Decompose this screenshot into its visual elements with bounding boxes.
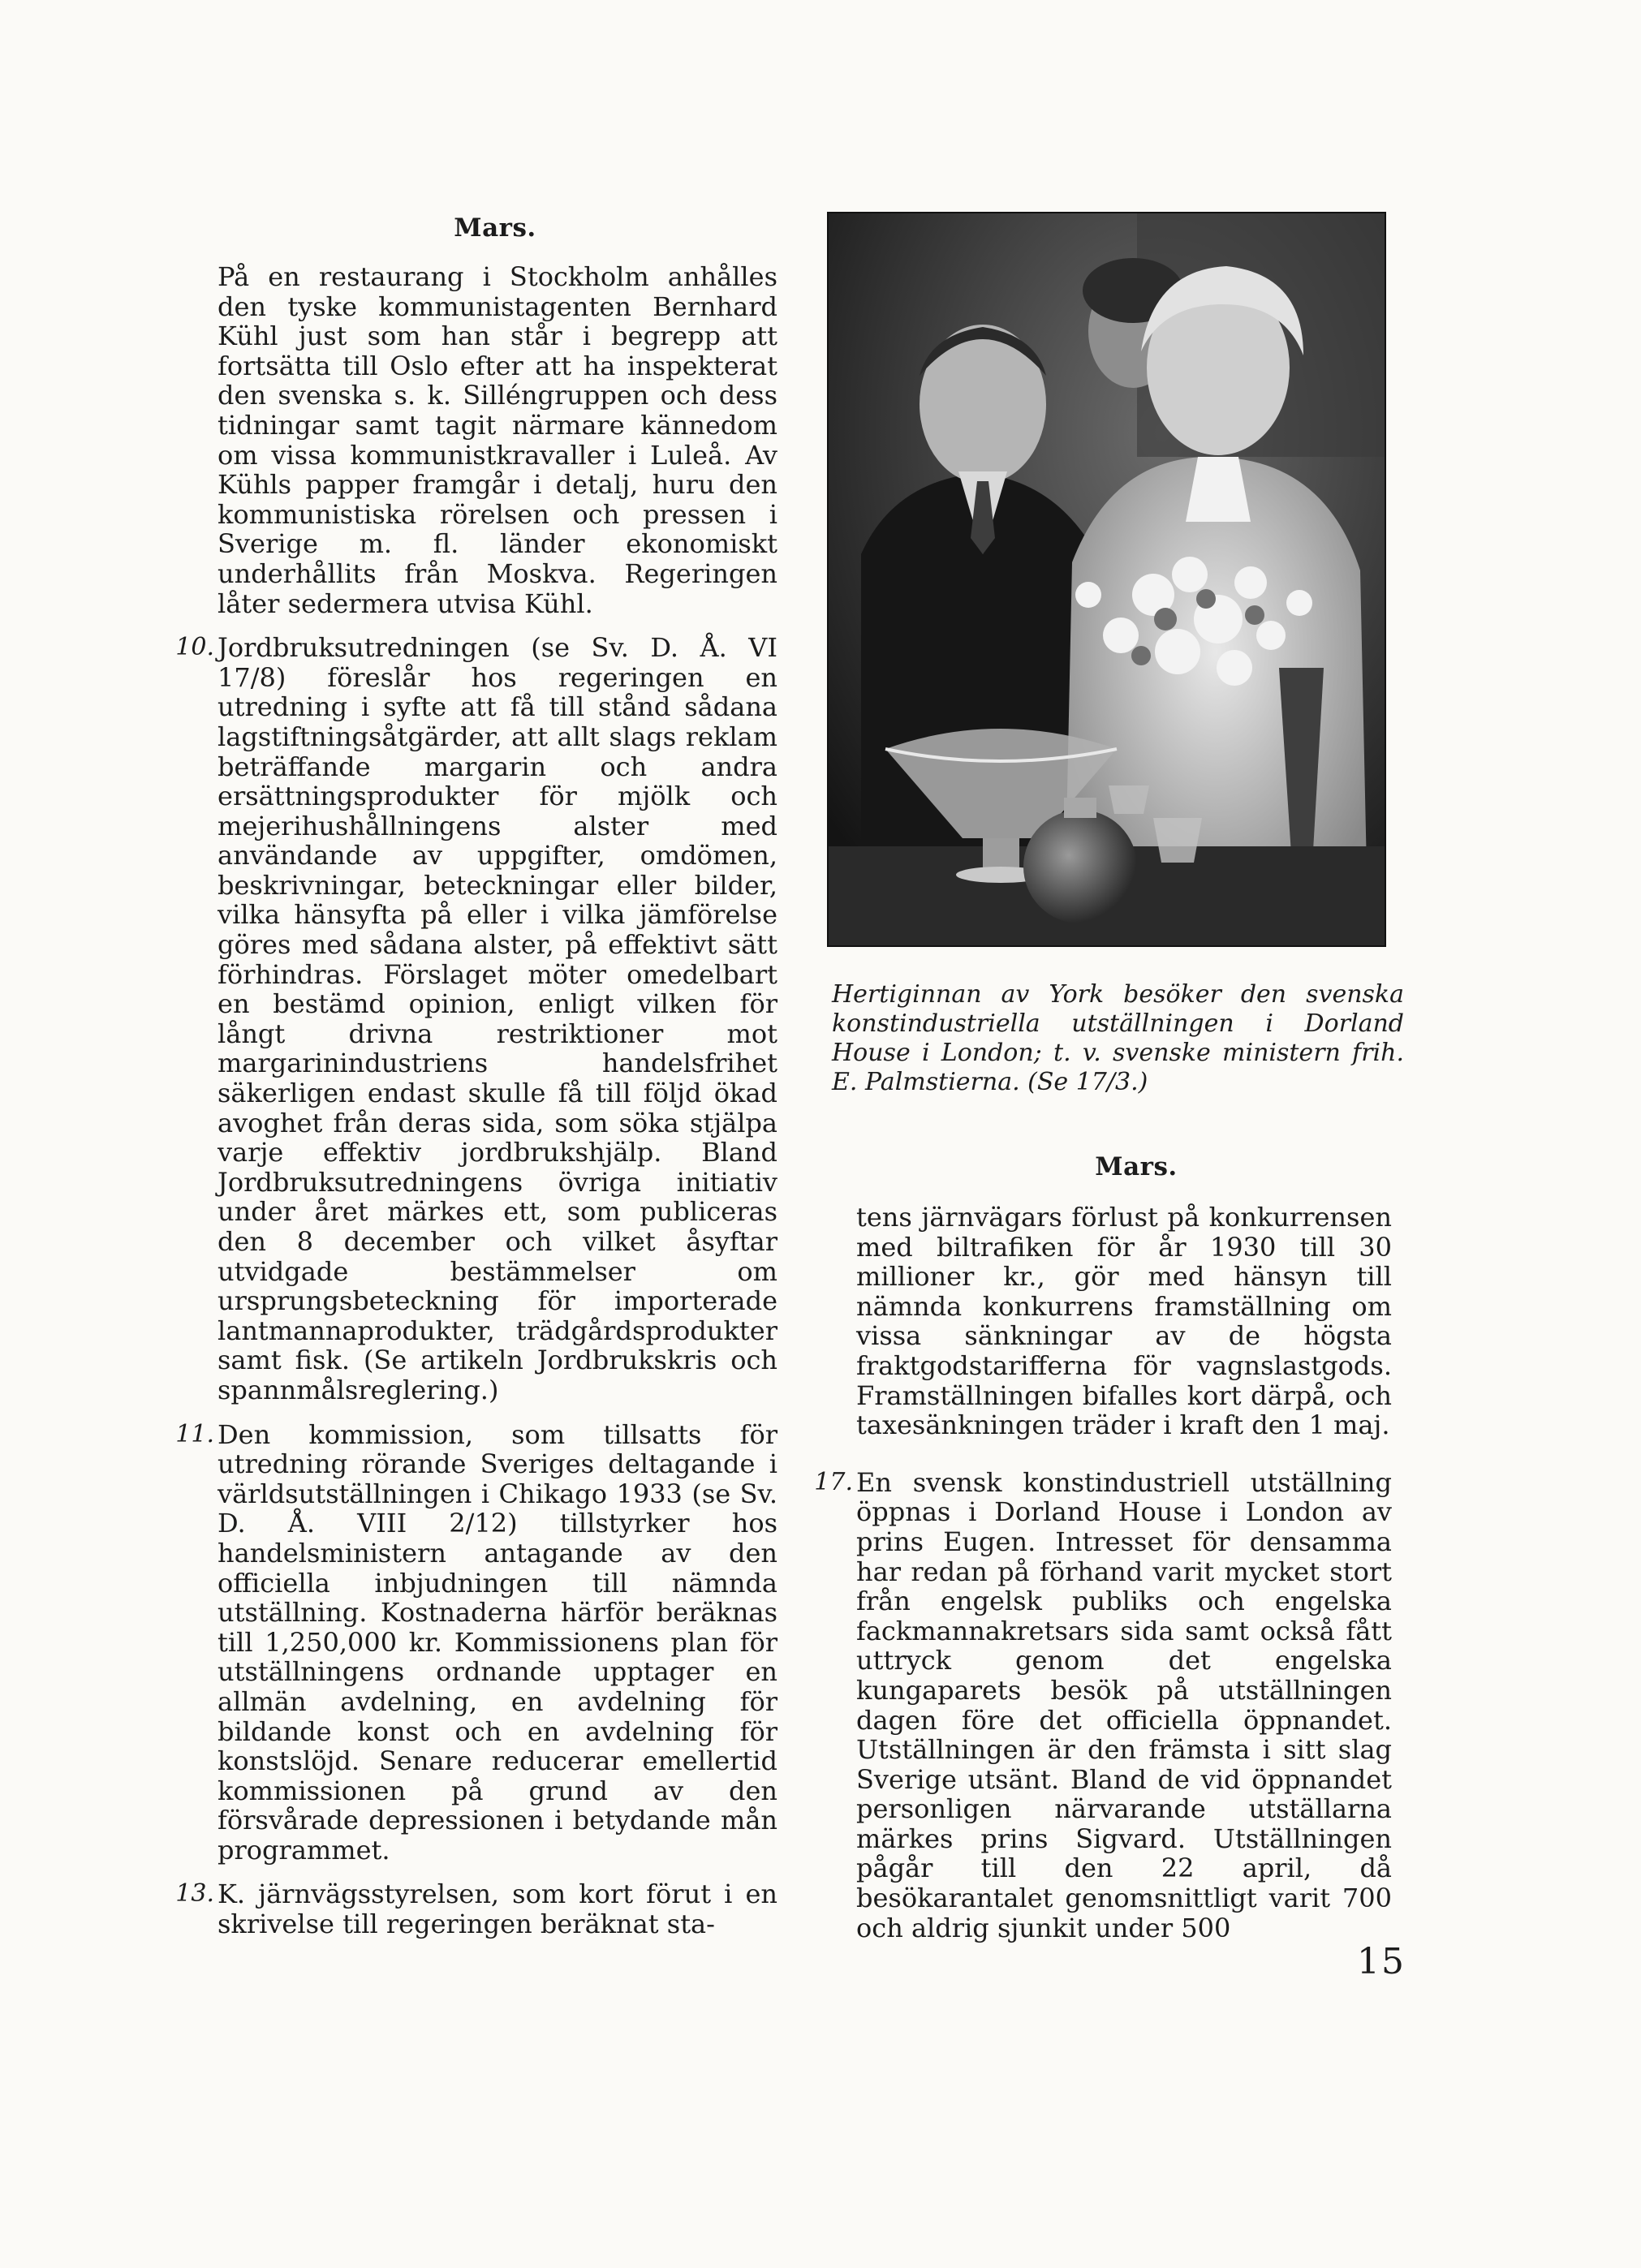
entry-text: tens järnvägars förlust på konkurrensen med biltrafiken för år 1930 till 30 millioner kr., gör med hänsyn till nämnda konkurrens framställning om vissa sänkningar av de högsta fraktgodstarifferna för vagnslastgods. Framställningen bifalles kort därpå, och taxesänkningen träder i kraft den 1 maj. xyxy=(856,1202,1392,1441)
entry xyxy=(175,632,777,1405)
entry-date: 17. xyxy=(814,1467,853,1496)
left-column-heading: Mars. xyxy=(454,213,536,243)
entry-text: K. järnvägsstyrelsen, som kort förut i en skrivelse till regeringen beräknat sta- xyxy=(218,1879,777,1940)
photo-caption: Hertiginnan av York besöker den svenska konstindustriella utställningen i Dorland House i London; t. v. svenske ministern frih. E. Palmstierna. (Se 17/3.) xyxy=(832,980,1404,1096)
photograph xyxy=(827,212,1386,947)
entry-date: 11. xyxy=(175,1419,214,1448)
right-column-heading: Mars. xyxy=(1095,1152,1178,1181)
photograph-illustration xyxy=(829,213,1385,945)
entry-text: På en restaurang i Stockholm anhålles den tyske kommunistagenten Bernhard Kühl just som han står i begrepp att fortsätta till Oslo efter att ha inspekterat den svenska s. k. Silléngruppen och dess tidningar samt tagit närmare kännedom om vissa kommunistkravaller i Luleå. Av Kühls papper framgår i detalj, huru den kommunistiska rörelsen och pressen i Sverige m. fl. länder ekonomiskt underhållits från Moskva. Regeringen låter sedermera utvisa Kühl. xyxy=(218,261,777,619)
entry xyxy=(218,262,777,618)
entry xyxy=(175,1418,777,1866)
entry-text: Den kommission, som tillsatts för utredning rörande Sveriges deltagande i världsutställningen i Chikago 1933 (se Sv. D. Å. VIII 2/12) tillstyrker hos handelsministern antagande av den officiella inbjudningen till nämnda utställning. Kostnaderna härför beräknas till 1,250,000 kr. Kommissionens plan för utställningens ordnande upptager en allmän avdelning, en avdelning för bildande konst och en avdelning för konstslöjd. Senare reducerar emellertid kommissionen på grund av den försvårade depressionen i betydande mån programmet. xyxy=(218,1418,777,1866)
entry-date: 10. xyxy=(175,633,214,662)
entry xyxy=(814,1466,1392,1943)
entry xyxy=(856,1203,1392,1440)
entry-text: En svensk konstindustriell utställning öppnas i Dorland House i London av prins Eugen. Intresset för densamma har redan på förhand varit mycket stort från engelsk publiks och engelska fackmannakretsars sida samt också fått uttryck genom det engelska kungaparets besök på utställningen dagen före det officiella öppnandet. Utställningen är den främsta i sitt slag Sverige utsänt. Bland de vid öppnandet personligen närvarande utställarna märkes prins Sigvard. Utställningen pågår till den 22 april, då besökarantalet genomsnittligt varit 700 och aldrig sjunkit under 500 xyxy=(856,1466,1392,1943)
entry-text: Jordbruksutredningen (se Sv. D. Å. VI 17/8) föreslår hos regeringen en utredning i syfte att få till stånd sådana lagstiftningsåtgärder, att allt slags reklam beträffande margarin och andra ersättningsprodukter för mjölk och mejerihushållningens alster med användande av uppgifter, omdömen, beskrivningar, beteckningar eller bilder, vilka hänsyfta på eller i vilka jämförelse göres med sådana alster, på effektivt sätt förhindras. Förslaget möter omedelbart en bestämd opinion, enligt vilken för långt drivna restriktioner mot margarinindustriens handelsfrihet säkerligen endast skulle få till följd ökad avoghet från deras sida, som söka stjälpa varje effektiv jordbrukshjälp. Bland Jordbruksutredningens övriga initiativ under året märkes ett, som publiceras den 8 december och vilket åsyftar utvidgade bestämmelser om ursprungsbeteckning för importerade lantmannaprodukter, trädgårdsprodukter samt fisk. (Se artikeln Jordbrukskris och spannmålsreglering.) xyxy=(218,632,777,1405)
entry-date: 13. xyxy=(175,1879,214,1909)
left-column xyxy=(175,261,777,1940)
right-column xyxy=(814,1202,1392,1943)
page-number: 15 xyxy=(1357,1941,1406,1982)
entry xyxy=(175,1879,777,1940)
